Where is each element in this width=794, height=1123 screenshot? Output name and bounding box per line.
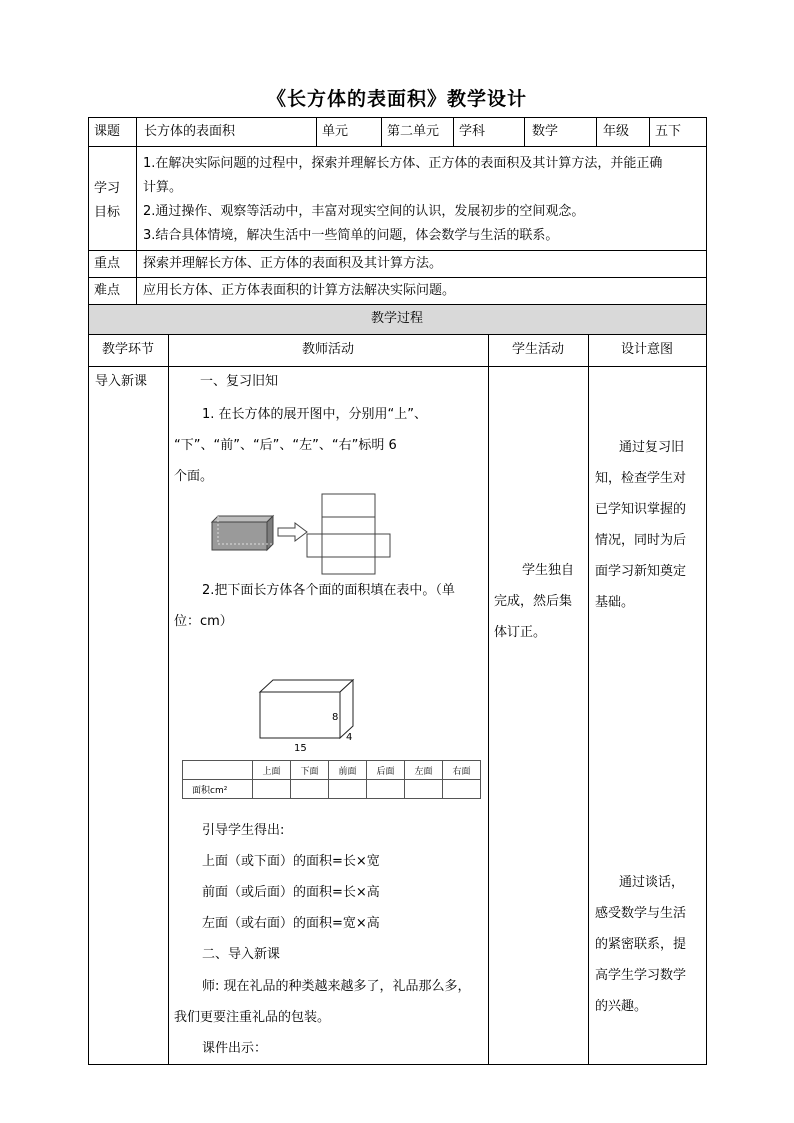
table-cell[interactable]	[367, 780, 405, 799]
goals-label	[94, 177, 120, 225]
key-point-text: 探索并理解长方体、正方体的表面积及其计算方法。	[143, 256, 443, 271]
student-line: 完成，然后集	[494, 594, 573, 609]
table-header-cell: 后面	[367, 761, 405, 780]
table-cell	[183, 761, 253, 780]
row-divider	[88, 304, 707, 305]
table-row	[183, 761, 481, 780]
col-divider	[596, 117, 597, 146]
grade-label: 年级	[603, 124, 630, 139]
goal-item-3: 3.结合具体情境，解决生活中一些简单的问题，体会数学与生活的联系。	[143, 228, 559, 243]
page-title: 《长方体的表面积》教学设计	[266, 88, 527, 110]
table-cell[interactable]	[329, 780, 367, 799]
courseware-label: 课件出示：	[202, 1041, 268, 1056]
area-table	[182, 760, 481, 799]
stage-name: 导入新课	[95, 374, 148, 389]
intent-line: 知，检查学生对	[595, 471, 687, 486]
col-divider	[524, 117, 525, 146]
student-line: 体订正。	[494, 625, 547, 640]
arrow-icon	[278, 523, 307, 541]
unit-value: 第二单元	[387, 124, 440, 139]
width-label: 4	[346, 732, 353, 743]
subject-value: 数学	[532, 124, 559, 139]
goals-label-line: 学习	[94, 181, 121, 196]
guidance-intro: 引导学生得出:	[202, 823, 285, 838]
review-title: 一、复习旧知	[200, 374, 279, 389]
col-divider	[136, 117, 137, 146]
key-point-label: 重点	[94, 256, 121, 271]
table-cell[interactable]	[253, 780, 291, 799]
table-header-cell: 右面	[443, 761, 481, 780]
col-divider	[316, 117, 317, 146]
table-row-label: 面积cm²	[183, 780, 253, 799]
student-activity	[494, 555, 574, 648]
cuboid-top-face	[212, 516, 273, 522]
table-header-cell: 上面	[253, 761, 291, 780]
student-line: 学生独自	[522, 563, 575, 578]
row-divider	[88, 277, 707, 278]
table-header-cell: 下面	[291, 761, 329, 780]
table-header-cell: 左面	[405, 761, 443, 780]
teacher-talk	[174, 971, 486, 1064]
table-cell[interactable]	[405, 780, 443, 799]
process-heading: 教学过程	[370, 311, 423, 326]
table-header-cell: 前面	[329, 761, 367, 780]
question-line: 位：cm）	[174, 614, 233, 629]
intent-line: 感受数学与生活	[595, 906, 687, 921]
row-divider	[88, 366, 707, 367]
col-divider	[381, 117, 382, 146]
difficulty-label: 难点	[94, 283, 121, 298]
net-face	[322, 557, 375, 574]
intent-line: 的紧密联系，提	[595, 937, 687, 952]
intent-line: 面学习新知奠定	[595, 564, 687, 579]
formula-top-bottom: 上面（或下面）的面积=长×宽	[202, 854, 380, 869]
col-header-student: 学生活动	[511, 342, 564, 357]
cuboid-dimension-figure	[250, 674, 370, 756]
topic-value: 长方体的表面积	[144, 124, 236, 139]
question-1	[174, 399, 484, 492]
col-divider	[168, 334, 169, 1065]
topic-label: 课题	[94, 124, 121, 139]
question-line: 1. 在长方体的展开图中，分别用“上”、	[202, 407, 428, 422]
intent-line: 已学知识掌握的	[595, 502, 687, 517]
cuboid-side-face	[267, 516, 273, 550]
cuboid-net-figure	[205, 488, 495, 578]
unit-label: 单元	[322, 124, 349, 139]
table-row	[183, 780, 481, 799]
col-divider	[649, 117, 650, 146]
net-face	[322, 494, 375, 517]
col-divider	[453, 117, 454, 146]
goal-item-2: 2.通过操作、观察等活动中，丰富对现实空间的认识，发展初步的空间观念。	[143, 204, 585, 219]
net-face	[375, 534, 390, 557]
intent-line: 基础。	[595, 595, 635, 610]
table-cell[interactable]	[291, 780, 329, 799]
intent-line: 通过复习旧	[619, 440, 685, 455]
col-divider	[488, 334, 489, 1065]
grade-value: 五下	[655, 124, 682, 139]
difficulty-text: 应用长方体、正方体表面积的计算方法解决实际问题。	[143, 283, 456, 298]
length-label: 15	[294, 743, 307, 754]
row-divider	[88, 334, 707, 335]
design-intent-2	[595, 867, 686, 1022]
intent-line: 的兴趣。	[595, 999, 648, 1014]
design-intent-1	[595, 432, 686, 618]
col-header-stage: 教学环节	[101, 342, 154, 357]
net-face	[307, 534, 322, 557]
question-line: 个面。	[174, 469, 214, 484]
table-cell[interactable]	[443, 780, 481, 799]
col-header-intent: 设计意图	[620, 342, 673, 357]
intent-line: 情况，同时为后	[595, 533, 687, 548]
guidance	[202, 815, 380, 970]
goal-line: 1.在解决实际问题的过程中，探索并理解长方体、正方体的表面积及其计算方法，并能正确	[143, 156, 663, 171]
col-divider	[136, 146, 137, 304]
question-line: “下”、“前”、“后”、“左”、“右”标明 6	[174, 438, 397, 453]
intent-line: 通过谈话，	[619, 875, 685, 890]
formula-left-right: 左面（或右面）的面积=宽×高	[202, 916, 380, 931]
intent-line: 高学生学习数学	[595, 968, 687, 983]
intro-title: 二、导入新课	[202, 947, 281, 962]
question-line: 2.把下面长方体各个面的面积填在表中。（单	[202, 583, 455, 598]
goals-label-line: 目标	[94, 205, 121, 220]
col-header-teacher: 教师活动	[301, 342, 354, 357]
goal-item-1	[143, 152, 662, 248]
height-label: 8	[332, 712, 339, 723]
question-2	[174, 575, 486, 637]
talk-line: 我们更要注重礼品的包装。	[174, 1010, 331, 1025]
net-face	[322, 534, 375, 557]
cuboid-top-face	[260, 680, 353, 692]
talk-line: 师: 现在礼品的种类越来越多了，礼品那么多，	[202, 979, 471, 994]
cuboid-front-face	[260, 692, 340, 738]
subject-label: 学科	[459, 124, 486, 139]
row-divider	[88, 146, 707, 147]
cuboid-front-face	[212, 522, 267, 550]
col-divider	[588, 334, 589, 1065]
formula-front-back: 前面（或后面）的面积=长×高	[202, 885, 380, 900]
goal-line: 计算。	[143, 180, 183, 195]
net-face	[322, 517, 375, 534]
row-divider	[88, 250, 707, 251]
